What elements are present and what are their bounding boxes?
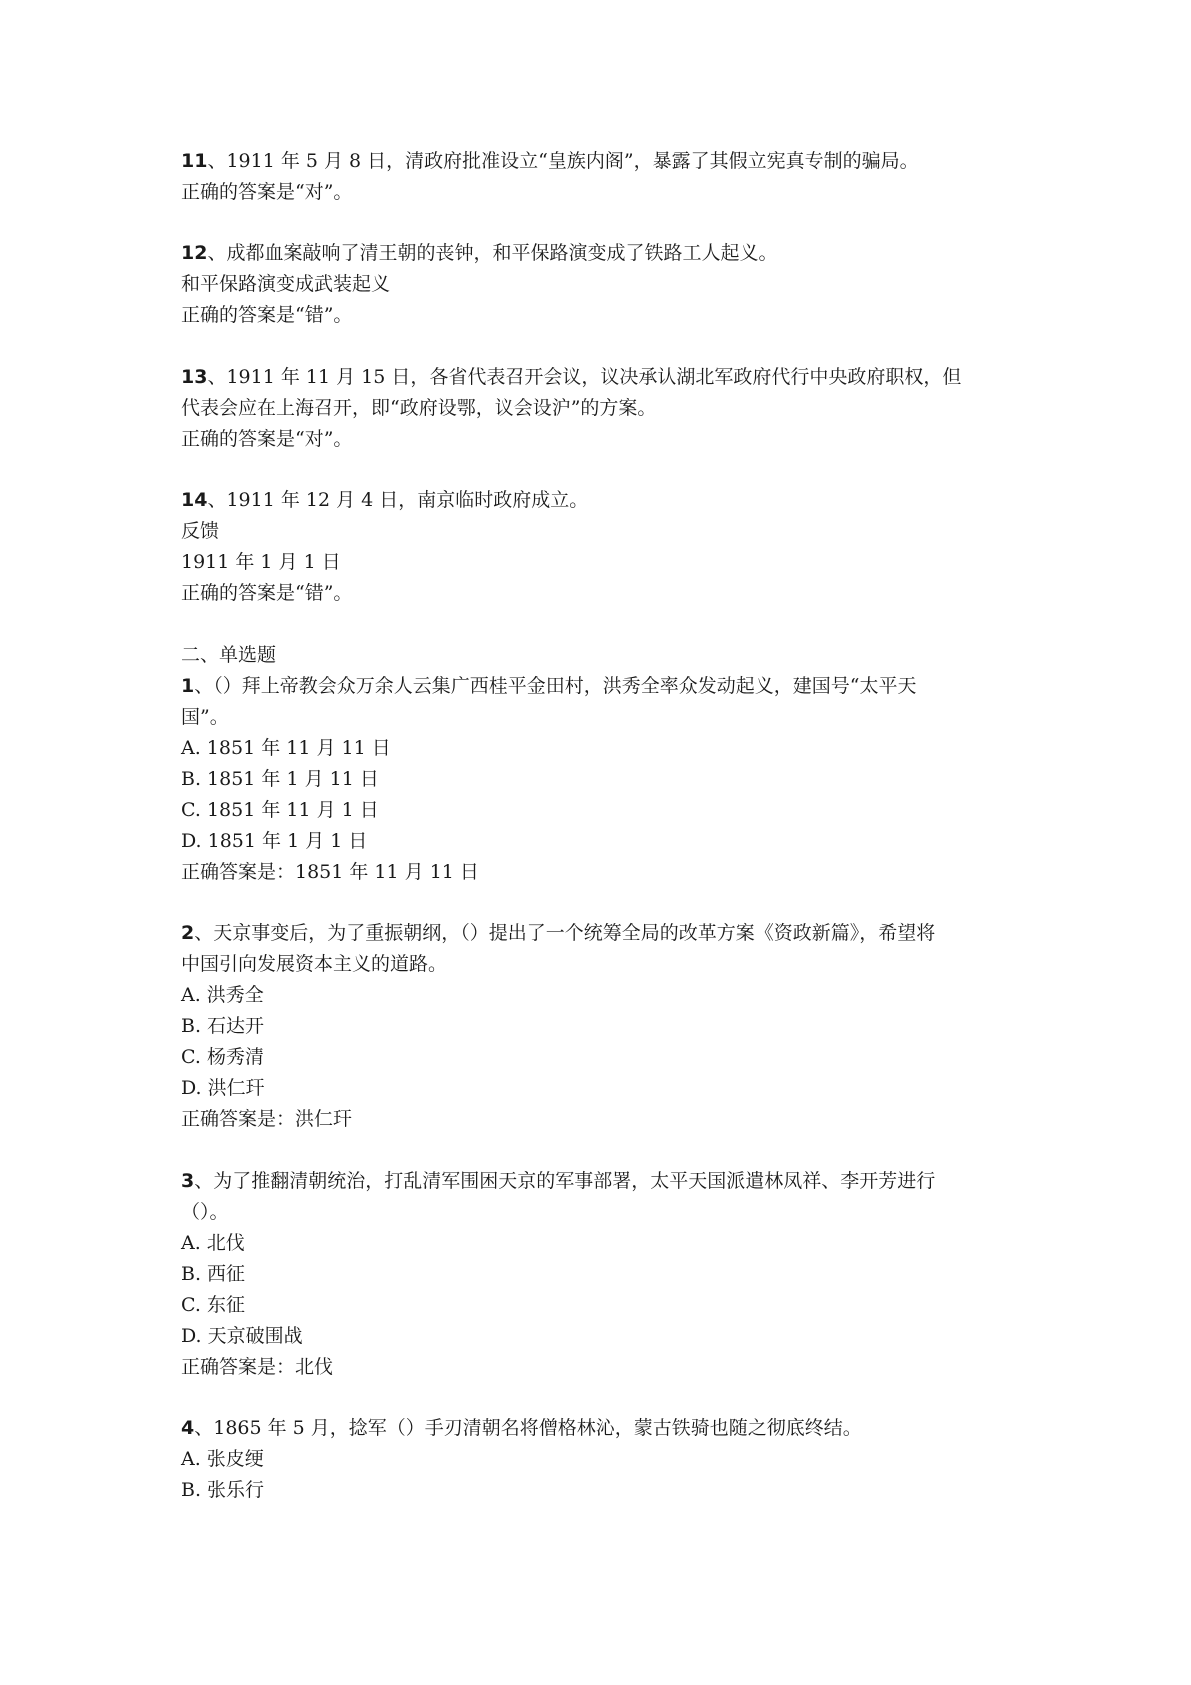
question-number: 2 — [181, 922, 195, 944]
mc-3-option-d: D. 天京破围战 — [181, 1325, 303, 1347]
mc-3-option-a: A. 北伐 — [181, 1232, 245, 1254]
question-11-text: 11、1911 年 5 月 8 日，清政府批准设立“皇族内阁”，暴露了其假立宪真专制的骗局。 — [181, 150, 919, 172]
mc-4-text: 4、1865 年 5 月，捻军（）手刃清朝名将僧格林沁，蒙古铁骑也随之彻底终结。 — [181, 1417, 862, 1439]
mc-1-answer: 正确答案是：1851 年 11 月 11 日 — [181, 861, 479, 883]
mc-2-text-cont: 中国引向发展资本主义的道路。 — [181, 953, 448, 975]
mc-1-text-cont: 国”。 — [181, 706, 229, 728]
question-14-answer: 正确的答案是“错”。 — [181, 582, 353, 604]
question-14-feedback-label: 反馈 — [181, 520, 220, 542]
mc-3-answer: 正确答案是：北伐 — [181, 1356, 334, 1378]
section-title: 二、单选题 — [181, 644, 277, 666]
mc-1-option-d: D. 1851 年 1 月 1 日 — [181, 830, 368, 852]
question-number: 11 — [181, 150, 208, 172]
mc-2-option-c: C. 杨秀清 — [181, 1046, 264, 1068]
question-number: 4 — [181, 1417, 195, 1439]
mc-2-option-a: A. 洪秀全 — [181, 984, 264, 1006]
question-number: 3 — [181, 1170, 195, 1192]
question-11-answer: 正确的答案是“对”。 — [181, 181, 353, 203]
mc-1-text: 1、（）拜上帝教会众万余人云集广西桂平金田村，洪秀全率众发动起义，建国号“太平天 — [181, 675, 917, 697]
mc-1-option-c: C. 1851 年 11 月 1 日 — [181, 799, 379, 821]
question-14-text: 14、1911 年 12 月 4 日，南京临时政府成立。 — [181, 489, 589, 511]
question-13-text-cont: 代表会应在上海召开，即“政府设鄂，议会设沪”的方案。 — [181, 397, 657, 419]
question-13-text: 13、1911 年 11 月 15 日，各省代表召开会议，议决承认湖北军政府代行中央政府职权，但 — [181, 366, 962, 388]
question-number: 12 — [181, 242, 208, 264]
mc-3-option-b: B. 西征 — [181, 1263, 246, 1285]
mc-4-option-a: A. 张皮绠 — [181, 1448, 264, 1470]
mc-2-option-b: B. 石达开 — [181, 1015, 265, 1037]
mc-2-option-d: D. 洪仁玕 — [181, 1077, 265, 1099]
mc-1-option-a: A. 1851 年 11 月 11 日 — [181, 737, 391, 759]
mc-3-text-cont: （）。 — [181, 1201, 229, 1223]
question-12-feedback: 和平保路演变成武装起义 — [181, 273, 391, 295]
question-13-answer: 正确的答案是“对”。 — [181, 428, 353, 450]
mc-1-option-b: B. 1851 年 1 月 11 日 — [181, 768, 379, 790]
question-number: 1 — [181, 675, 195, 697]
mc-2-answer: 正确答案是：洪仁玕 — [181, 1108, 353, 1130]
mc-2-text: 2、天京事变后，为了重振朝纲，（）提出了一个统筹全局的改革方案《资政新篇》，希望将 — [181, 922, 936, 944]
mc-3-text: 3、为了推翻清朝统治，打乱清军围困天京的军事部署，太平天国派遣林凤祥、李开芳进行 — [181, 1170, 936, 1192]
mc-4-option-b: B. 张乐行 — [181, 1479, 265, 1501]
question-12-text: 12、成都血案敲响了清王朝的丧钟，和平保路演变成了铁路工人起义。 — [181, 242, 778, 264]
question-number: 14 — [181, 489, 208, 511]
question-number: 13 — [181, 366, 208, 388]
question-12-answer: 正确的答案是“错”。 — [181, 304, 353, 326]
question-14-feedback: 1911 年 1 月 1 日 — [181, 551, 341, 573]
mc-3-option-c: C. 东征 — [181, 1294, 245, 1316]
